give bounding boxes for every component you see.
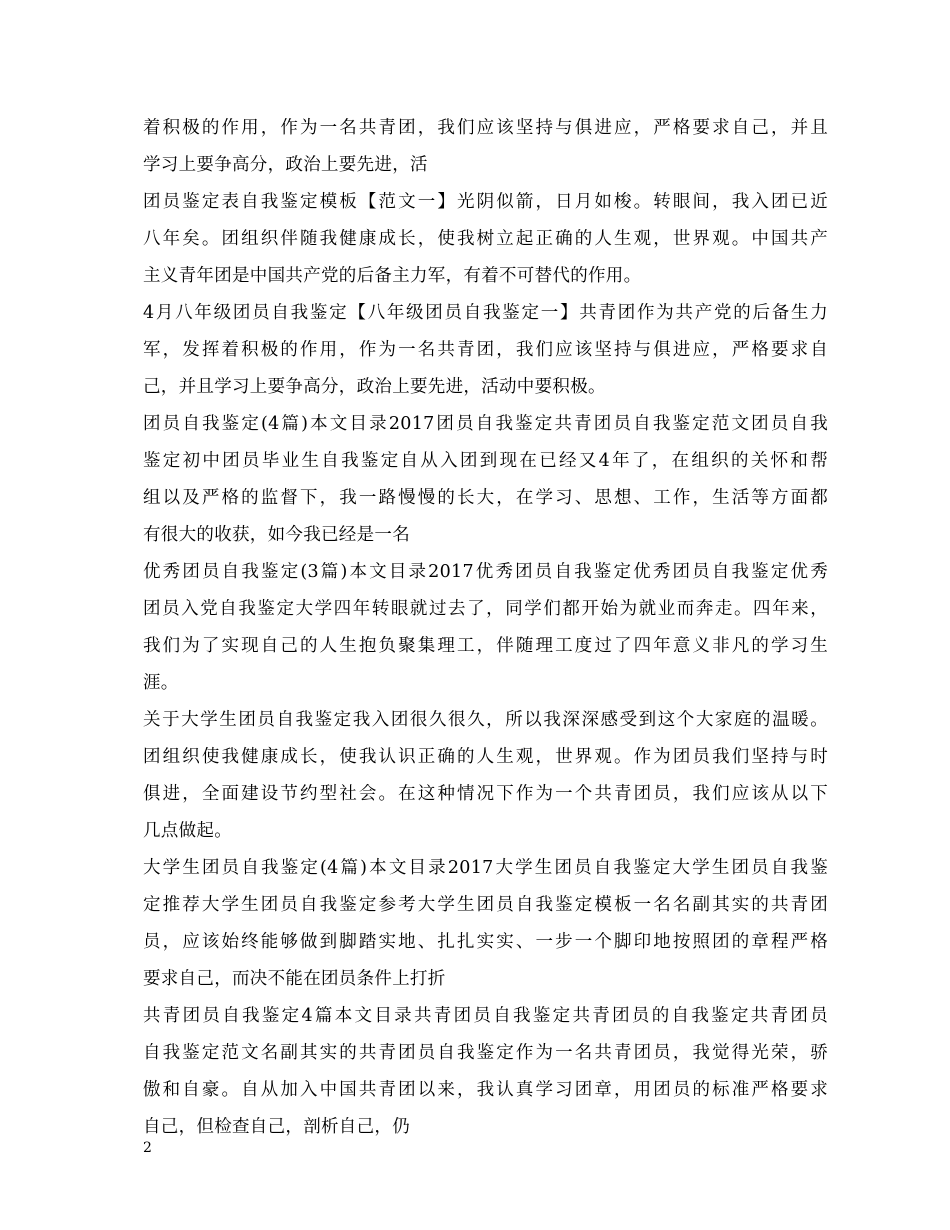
paragraph bbox=[143, 702, 828, 850]
text-line: 着积极的作用，作为一名共青团，我们应该坚持与俱进应，严格要求自己，并且 bbox=[143, 118, 828, 138]
text-line: 团员自我鉴定(4篇)本文目录2017团员自我鉴定共青团员自我鉴定范文团员自我 bbox=[143, 414, 828, 434]
paragraph bbox=[143, 406, 828, 554]
text-line: 涯。 bbox=[143, 673, 179, 693]
text-line: 己，并且学习上要争高分，政治上要先进，活动中要积极。 bbox=[143, 377, 606, 397]
text-line: 鉴定初中团员毕业生自我鉴定自从入团到现在已经又4年了，在组织的关怀和帮 bbox=[143, 451, 828, 471]
text-line: 傲和自豪。自从加入中国共青团以来，我认真学习团章，用团员的标准严格要求 bbox=[143, 1080, 828, 1100]
paragraph bbox=[143, 998, 828, 1146]
text-line: 我们为了实现自己的人生抱负聚集理工，伴随理工度过了四年意义非凡的学习生 bbox=[143, 636, 828, 656]
text-line: 4月八年级团员自我鉴定【八年级团员自我鉴定一】共青团作为共产党的后备生力 bbox=[143, 303, 828, 323]
text-line: 军，发挥着积极的作用，作为一名共青团，我们应该坚持与俱进应，严格要求自 bbox=[143, 340, 828, 360]
text-line: 团员鉴定表自我鉴定模板【范文一】光阴似箭，日月如梭。转眼间，我入团已近 bbox=[143, 192, 828, 212]
text-line: 团组织使我健康成长，使我认识正确的人生观，世界观。作为团员我们坚持与时 bbox=[143, 747, 828, 767]
text-line: 学习上要争高分，政治上要先进，活 bbox=[143, 155, 428, 175]
text-line: 关于大学生团员自我鉴定我入团很久很久，所以我深深感受到这个大家庭的温暖。 bbox=[143, 710, 828, 730]
text-line: 大学生团员自我鉴定(4篇)本文目录2017大学生团员自我鉴定大学生团员自我鉴 bbox=[143, 858, 828, 878]
text-line: 主义青年团是中国共产党的后备主力军，有着不可替代的作用。 bbox=[143, 266, 642, 286]
page-number: 2 bbox=[143, 1140, 152, 1156]
text-line: 自我鉴定范文名副其实的共青团员自我鉴定作为一名共青团员，我觉得光荣，骄 bbox=[143, 1043, 828, 1063]
paragraph bbox=[143, 184, 828, 295]
paragraph bbox=[143, 295, 828, 406]
text-line: 要求自己，而决不能在团员条件上打折 bbox=[143, 969, 446, 989]
text-line: 定推荐大学生团员自我鉴定参考大学生团员自我鉴定模板一名名副其实的共青团 bbox=[143, 895, 828, 915]
document-body bbox=[143, 110, 828, 1146]
paragraph bbox=[143, 850, 828, 998]
text-line: 自己，但检查自己，剖析自己，仍 bbox=[143, 1117, 410, 1137]
paragraph bbox=[143, 554, 828, 702]
text-line: 团员入党自我鉴定大学四年转眼就过去了，同学们都开始为就业而奔走。四年来， bbox=[143, 599, 828, 619]
text-line: 几点做起。 bbox=[143, 821, 232, 841]
text-line: 俱进，全面建设节约型社会。在这种情况下作为一个共青团员，我们应该从以下 bbox=[143, 784, 828, 804]
text-line: 员，应该始终能够做到脚踏实地、扎扎实实、一步一个脚印地按照团的章程严格 bbox=[143, 932, 828, 952]
paragraph bbox=[143, 110, 828, 184]
text-line: 共青团员自我鉴定4篇本文目录共青团员自我鉴定共青团员的自我鉴定共青团员 bbox=[143, 1006, 828, 1026]
text-line: 优秀团员自我鉴定(3篇)本文目录2017优秀团员自我鉴定优秀团员自我鉴定优秀 bbox=[143, 562, 828, 582]
text-line: 组以及严格的监督下，我一路慢慢的长大，在学习、思想、工作，生活等方面都 bbox=[143, 488, 828, 508]
text-line: 八年矣。团组织伴随我健康成长，使我树立起正确的人生观，世界观。中国共产 bbox=[143, 229, 828, 249]
text-line: 有很大的收获，如今我已经是一名 bbox=[143, 525, 410, 545]
